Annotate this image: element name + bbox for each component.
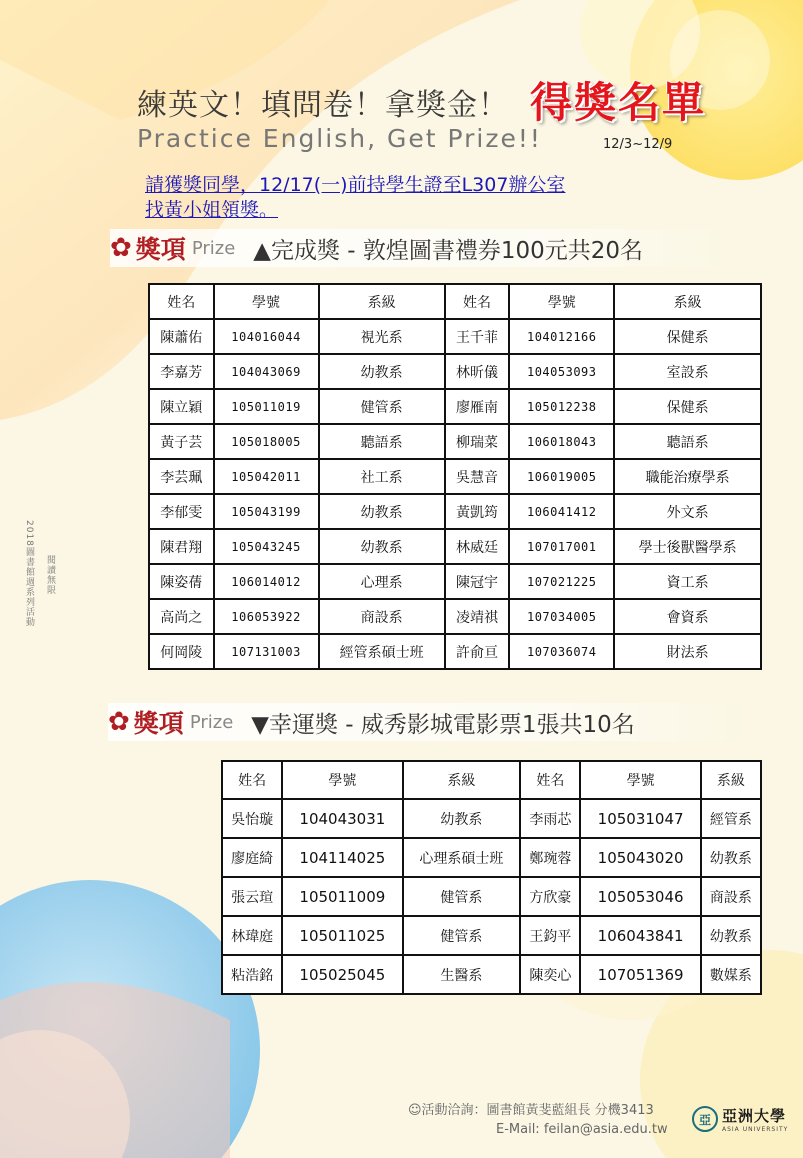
- table-cell: 104053093: [509, 354, 614, 389]
- table-row: [149, 459, 761, 494]
- table-row: [149, 389, 761, 424]
- table-cell: 幼教系: [319, 529, 445, 564]
- table-cell: 室設系: [614, 354, 761, 389]
- contact-info: [408, 1101, 668, 1139]
- logo-name-en: ASIA UNIVERSITY: [722, 1126, 789, 1133]
- prize-description: ▲完成獎 - 敦煌圖書禮券100元共20名: [253, 237, 644, 264]
- table-row: [149, 424, 761, 459]
- table-cell: 104043069: [214, 354, 319, 389]
- table-row: [149, 319, 761, 354]
- table-cell: 105018005: [214, 424, 319, 459]
- table-cell: 經管系: [701, 799, 761, 838]
- event-dates: 12/3~12/9: [603, 137, 673, 152]
- table-header-row: [222, 761, 761, 799]
- prize-label-en: Prize: [189, 711, 234, 733]
- table-row: [222, 838, 761, 877]
- table-cell: 視光系: [319, 319, 445, 354]
- table-cell: 陳奕心: [520, 955, 580, 994]
- table-cell: 林瑋庭: [222, 916, 282, 955]
- table-cell: 105011019: [214, 389, 319, 424]
- logo-name-cn: 亞洲大學: [722, 1107, 787, 1125]
- table-cell: 廖庭綺: [222, 838, 282, 877]
- contact-line-1: ☺活動洽詢：圖書館黃斐藍組長 分機3413: [408, 1103, 654, 1118]
- table-cell: 柳瑞菜: [445, 424, 510, 459]
- table-cell: 104043031: [282, 799, 402, 838]
- table-cell: 學士後獸醫學系: [614, 529, 761, 564]
- table-cell: 外文系: [614, 494, 761, 529]
- table-cell: 105053046: [580, 877, 700, 916]
- table-cell: 105011025: [282, 916, 402, 955]
- table-cell: 106043841: [580, 916, 700, 955]
- table-cell: 黃子芸: [149, 424, 214, 459]
- table-cell: 財法系: [614, 634, 761, 669]
- table-cell: 李郁雯: [149, 494, 214, 529]
- table-cell: 106019005: [509, 459, 614, 494]
- table-cell: 聽語系: [614, 424, 761, 459]
- table-cell: 心理系: [319, 564, 445, 599]
- prize-label: 獎項: [135, 235, 186, 264]
- table-cell: 幼教系: [319, 494, 445, 529]
- table-cell: 粘浩銘: [222, 955, 282, 994]
- table-cell: 心理系碩士班: [403, 838, 521, 877]
- table-cell: 106053922: [214, 599, 319, 634]
- table-row: [222, 799, 761, 838]
- table-cell: 105011009: [282, 877, 402, 916]
- table-cell: 104012166: [509, 319, 614, 354]
- table-cell: 陳姿蒨: [149, 564, 214, 599]
- table-cell: 吳怡璇: [222, 799, 282, 838]
- table-cell: 保健系: [614, 319, 761, 354]
- gear-icon: ✿: [108, 707, 130, 737]
- completion-winners-table: [148, 283, 762, 670]
- table-cell: 陳君翔: [149, 529, 214, 564]
- table-cell: 健管系: [403, 877, 521, 916]
- column-header: 學號: [509, 284, 614, 319]
- table-cell: 職能治療學系: [614, 459, 761, 494]
- table-cell: 105025045: [282, 955, 402, 994]
- table-cell: 凌靖祺: [445, 599, 510, 634]
- table-cell: 何岡陵: [149, 634, 214, 669]
- table-cell: 林威廷: [445, 529, 510, 564]
- notice-line-1: 請獲獎同學，12/17(一)前持學生證至L307辦公室: [145, 174, 566, 196]
- table-row: [222, 877, 761, 916]
- table-header-row: [149, 284, 761, 319]
- side-series-text: 2018圖書館週系列活動: [24, 520, 34, 627]
- table-cell: 106014012: [214, 564, 319, 599]
- table-cell: 王鈞平: [520, 916, 580, 955]
- table-cell: 廖雁南: [445, 389, 510, 424]
- table-cell: 吳慧音: [445, 459, 510, 494]
- column-header: 學號: [580, 761, 700, 799]
- table-cell: 107131003: [214, 634, 319, 669]
- table-cell: 陳冠宇: [445, 564, 510, 599]
- table-row: [149, 494, 761, 529]
- table-cell: 生醫系: [403, 955, 521, 994]
- table-cell: 黃凱筠: [445, 494, 510, 529]
- table-cell: 鄭琬蓉: [520, 838, 580, 877]
- table-cell: 李雨芯: [520, 799, 580, 838]
- table-cell: 幼教系: [403, 799, 521, 838]
- table-cell: 104016044: [214, 319, 319, 354]
- table-cell: 陳蕭佑: [149, 319, 214, 354]
- prize-label-en: Prize: [191, 237, 236, 259]
- university-seal-icon: 亞: [692, 1106, 718, 1132]
- column-header: 姓名: [222, 761, 282, 799]
- table-cell: 健管系: [403, 916, 521, 955]
- table-row: [149, 354, 761, 389]
- table-cell: 方欣豪: [520, 877, 580, 916]
- table-cell: 105043020: [580, 838, 700, 877]
- table-cell: 健管系: [319, 389, 445, 424]
- table-cell: 李嘉芳: [149, 354, 214, 389]
- side-slogan-text: 閱讀無限: [45, 555, 55, 595]
- page-subtitle: Practice English, Get Prize!!: [137, 124, 542, 153]
- prize-description: ▼幸運獎 - 威秀影城電影票1張共10名: [251, 711, 635, 738]
- table-cell: 107034005: [509, 599, 614, 634]
- table-cell: 105042011: [214, 459, 319, 494]
- university-logo: [692, 1105, 788, 1133]
- table-row: [222, 916, 761, 955]
- column-header: 系級: [319, 284, 445, 319]
- table-cell: 商設系: [319, 599, 445, 634]
- table-cell: 107036074: [509, 634, 614, 669]
- table-cell: 高尚之: [149, 599, 214, 634]
- table-row: [149, 634, 761, 669]
- winners-list-title: 得獎名單: [530, 78, 707, 127]
- table-cell: 105031047: [580, 799, 700, 838]
- table-cell: 張云瑄: [222, 877, 282, 916]
- table-cell: 105043245: [214, 529, 319, 564]
- gear-icon: ✿: [110, 233, 132, 263]
- claim-notice: [145, 173, 685, 223]
- prize-label: 獎項: [133, 709, 184, 738]
- table-cell: 105043199: [214, 494, 319, 529]
- table-cell: 107017001: [509, 529, 614, 564]
- table-row: [149, 564, 761, 599]
- table-cell: 社工系: [319, 459, 445, 494]
- table-row: [222, 955, 761, 994]
- table-cell: 資工系: [614, 564, 761, 599]
- table-cell: 陳立穎: [149, 389, 214, 424]
- page-title: 練英文！填問卷！拿獎金！: [137, 88, 509, 123]
- prize-header-lucky: [108, 703, 748, 741]
- table-cell: 106041412: [509, 494, 614, 529]
- table-row: [149, 529, 761, 564]
- table-cell: 聽語系: [319, 424, 445, 459]
- column-header: 姓名: [149, 284, 214, 319]
- column-header: 系級: [403, 761, 521, 799]
- table-cell: 李芸珮: [149, 459, 214, 494]
- column-header: 姓名: [520, 761, 580, 799]
- prize-header-completion: [110, 229, 730, 267]
- column-header: 系級: [701, 761, 761, 799]
- table-cell: 幼教系: [701, 838, 761, 877]
- table-cell: 保健系: [614, 389, 761, 424]
- table-cell: 王千菲: [445, 319, 510, 354]
- table-cell: 經管系碩士班: [319, 634, 445, 669]
- table-cell: 會資系: [614, 599, 761, 634]
- table-cell: 107021225: [509, 564, 614, 599]
- table-row: [149, 599, 761, 634]
- table-cell: 許俞亘: [445, 634, 510, 669]
- column-header: 學號: [282, 761, 402, 799]
- table-cell: 數媒系: [701, 955, 761, 994]
- column-header: 姓名: [445, 284, 510, 319]
- table-cell: 林昕儀: [445, 354, 510, 389]
- lucky-winners-table: [221, 760, 762, 995]
- table-cell: 105012238: [509, 389, 614, 424]
- table-cell: 104114025: [282, 838, 402, 877]
- notice-line-2: 找黃小姐領獎。: [145, 199, 279, 221]
- table-cell: 商設系: [701, 877, 761, 916]
- contact-email: E-Mail: feilan@asia.edu.tw: [496, 1122, 668, 1137]
- column-header: 學號: [214, 284, 319, 319]
- table-cell: 107051369: [580, 955, 700, 994]
- table-cell: 幼教系: [319, 354, 445, 389]
- column-header: 系級: [614, 284, 761, 319]
- table-cell: 幼教系: [701, 916, 761, 955]
- table-cell: 106018043: [509, 424, 614, 459]
